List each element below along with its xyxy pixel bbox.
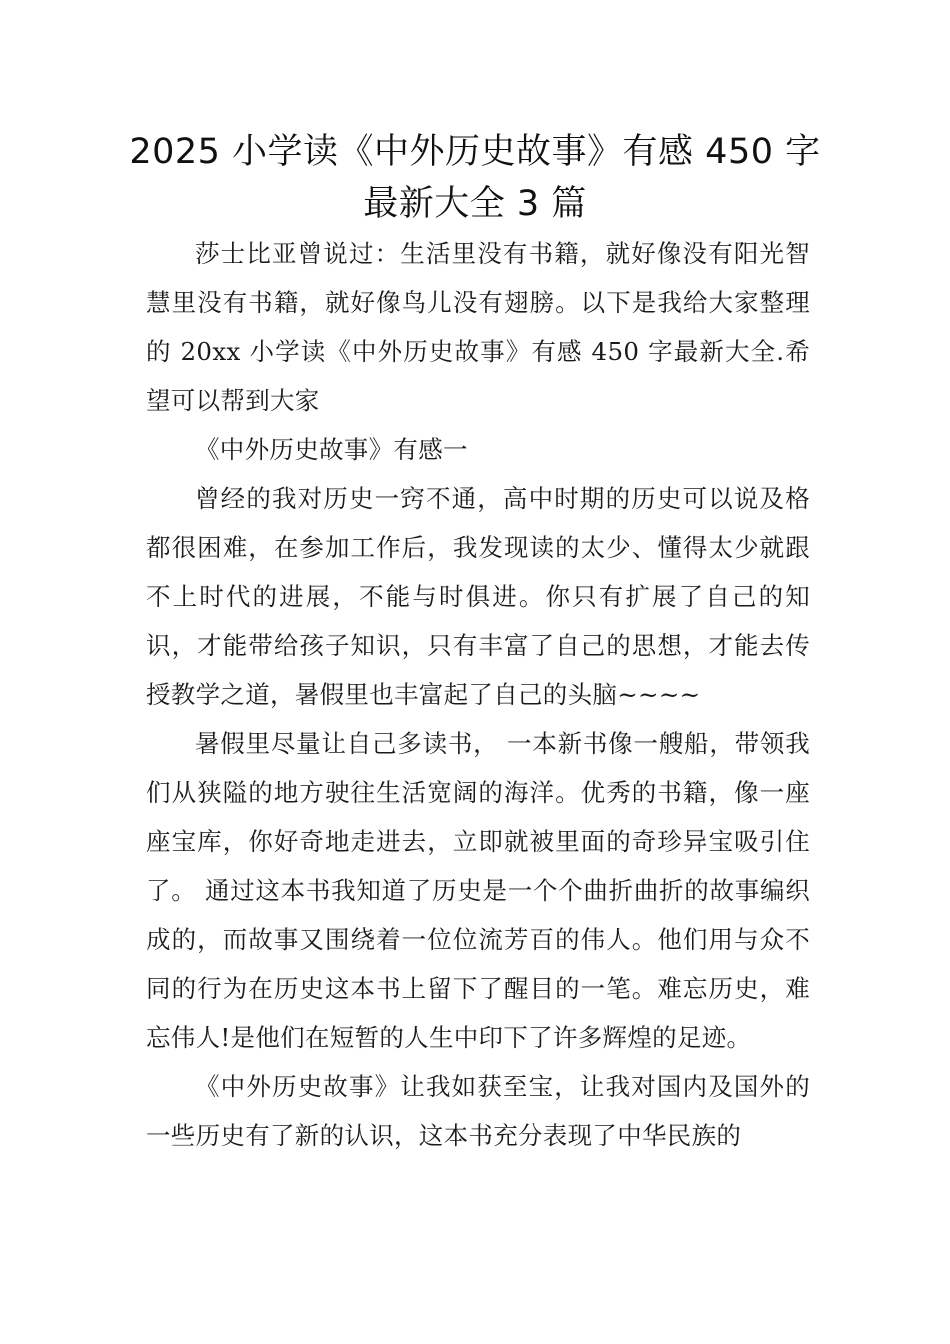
body-paragraph: 暑假里尽量让自己多读书， 一本新书像一艘船，带领我们从狭隘的地方驶往生活宽阔的海洋。优秀的书籍，像一座座宝库，你好奇地走进去，立即就被里面的奇珍异宝吸引住了。 通过这本书我知道了历史是一个个曲折曲折的故事编织成的，而故事又围绕着一位位流芳百的伟人。他们用与众不同的行为在历史这本书上留下了醒目的一笔。难忘历史，难忘伟人!是他们在短暂的人生中印下了许多辉煌的足迹。: [146, 729, 810, 1052]
body-paragraph: 曾经的我对历史一窍不通，高中时期的历史可以说及格都很困难，在参加工作后，我发现读的太少、懂得太少就跟不上时代的进展，不能与时俱进。你只有扩展了自己的知识，才能带给孩子知识，只有丰富了自己的思想，才能去传授教学之道，暑假里也丰富起了自己的头脑~~~~: [146, 484, 810, 709]
intro-paragraph: 莎士比亚曾说过：生活里没有书籍，就好像没有阳光智慧里没有书籍，就好像鸟儿没有翅膀。以下是我给大家整理的 20xx 小学读《中外历史故事》有感 450 字最新大全.希望可以帮到大家: [146, 239, 810, 415]
document-title: [120, 126, 830, 230]
document-body: [146, 229, 810, 1160]
section-heading: 《中外历史故事》有感一: [195, 435, 468, 464]
title-line-2: 最新大全 3 篇: [363, 184, 587, 224]
body-paragraph: 《中外历史故事》让我如获至宝，让我对国内及国外的一些历史有了新的认识，这本书充分表现了中华民族的: [146, 1072, 810, 1150]
title-line-1: 2025 小学读《中外历史故事》有感 450 字: [129, 132, 821, 172]
